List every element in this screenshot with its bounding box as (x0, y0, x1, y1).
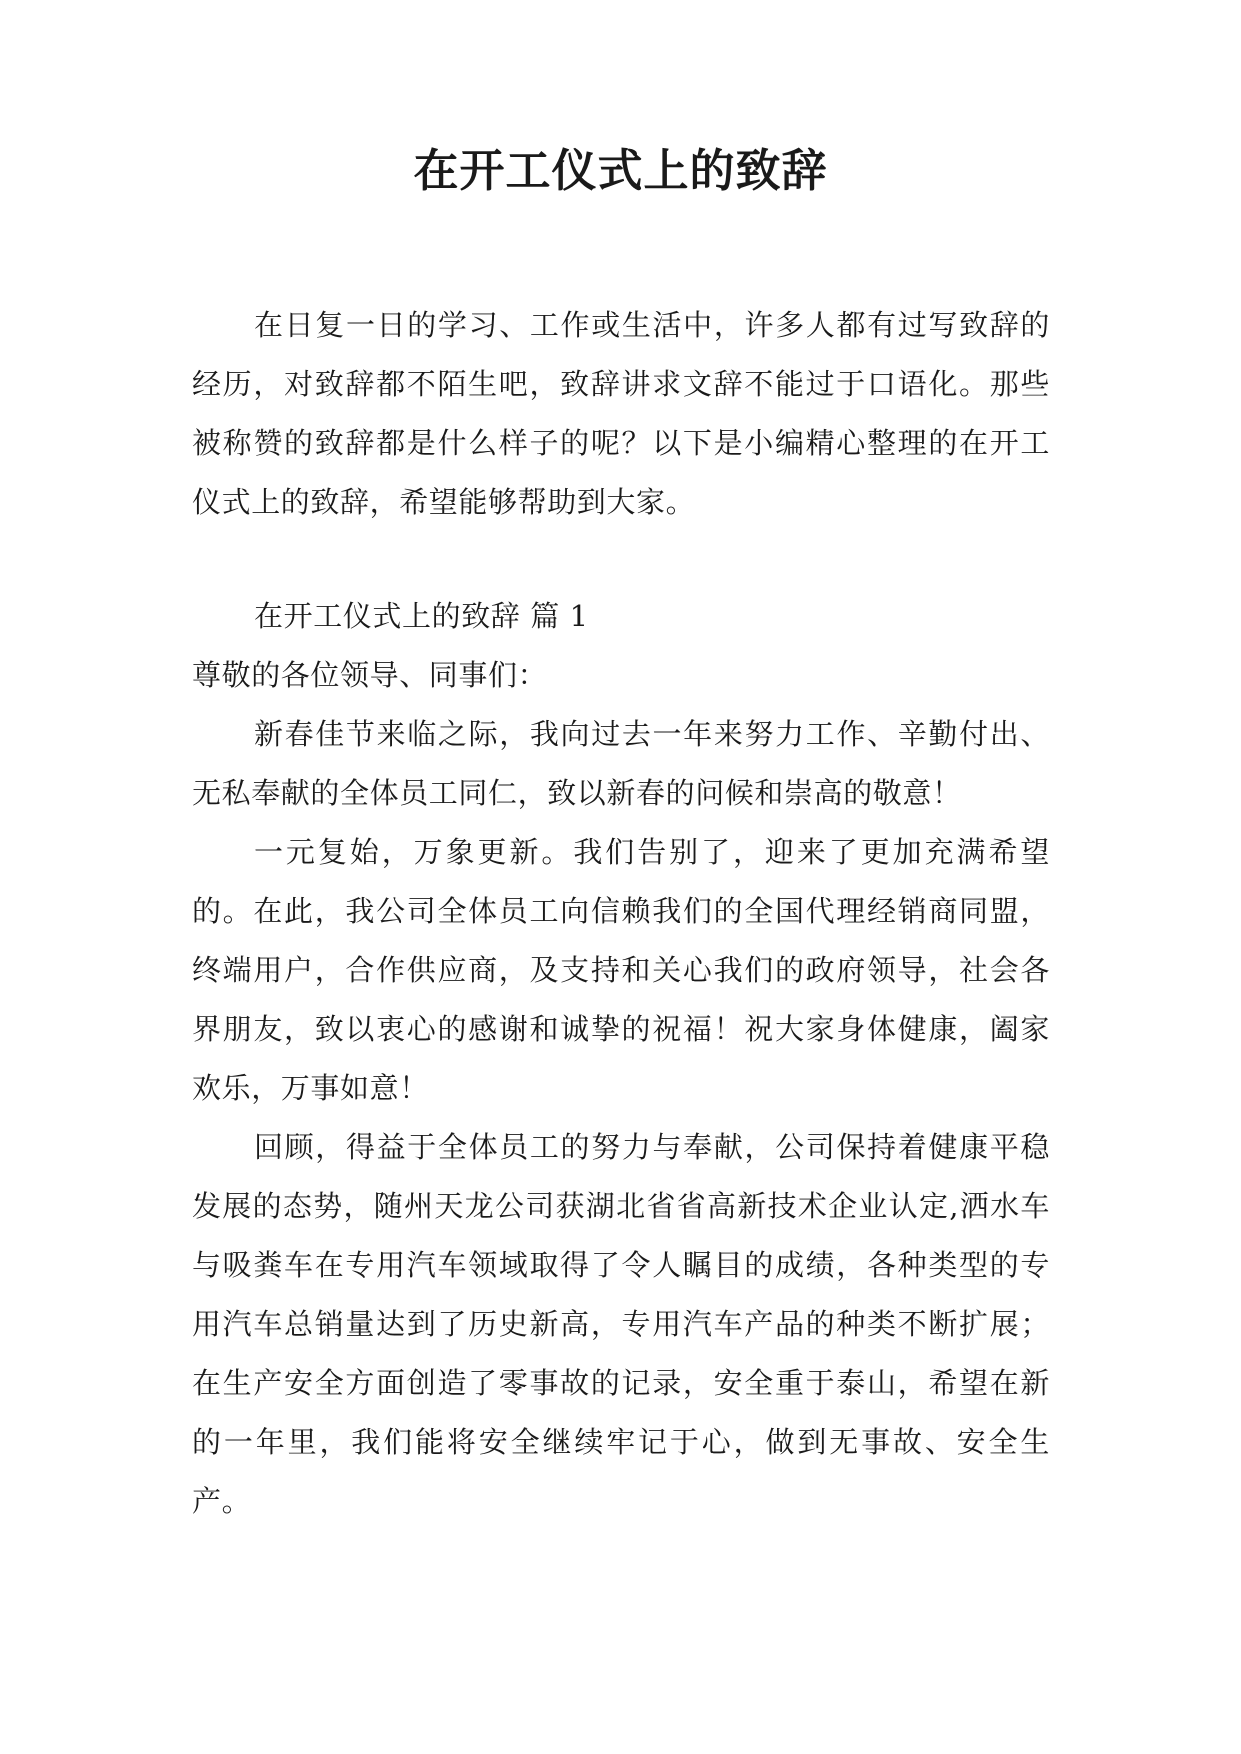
intro-paragraph: 在日复一日的学习、工作或生活中，许多人都有过写致辞的经历，对致辞都不陌生吧，致辞讲求文辞不能过于口语化。那些被称赞的致辞都是什么样子的呢？以下是小编精心整理的在开工仪式上的致辞，希望能够帮助到大家。 (192, 308, 1050, 519)
page-title: 在开工仪式上的致辞 (413, 144, 828, 197)
section-heading: 在开工仪式上的致辞 篇 1 (254, 599, 589, 633)
body-paragraph: 回顾，得益于全体员工的努力与奉献，公司保持着健康平稳发展的态势，随州天龙公司获湖北省省高新技术企业认定,洒水车与吸粪车在专用汽车领域取得了令人瞩目的成绩，各种类型的专用汽车总销量达到了历史新高，专用汽车产品的种类不断扩展；在生产安全方面创造了零事故的记录，安全重于泰山，希望在新的一年里，我们能将安全继续牢记于心，做到无事故、安全生产。 (192, 1130, 1050, 1518)
document-body (192, 296, 1050, 1531)
body-paragraph: 新春佳节来临之际，我向过去一年来努力工作、辛勤付出、无私奉献的全体员工同仁，致以新春的问候和崇高的敬意！ (192, 717, 1050, 810)
body-paragraph: 一元复始，万象更新。我们告别了，迎来了更加充满希望的。在此，我公司全体员工向信赖我们的全国代理经销商同盟，终端用户，合作供应商，及支持和关心我们的政府领导，社会各界朋友，致以衷心的感谢和诚挚的祝福！祝大家身体健康，阖家欢乐，万事如意！ (192, 835, 1050, 1105)
salutation: 尊敬的各位领导、同事们： (192, 658, 548, 692)
